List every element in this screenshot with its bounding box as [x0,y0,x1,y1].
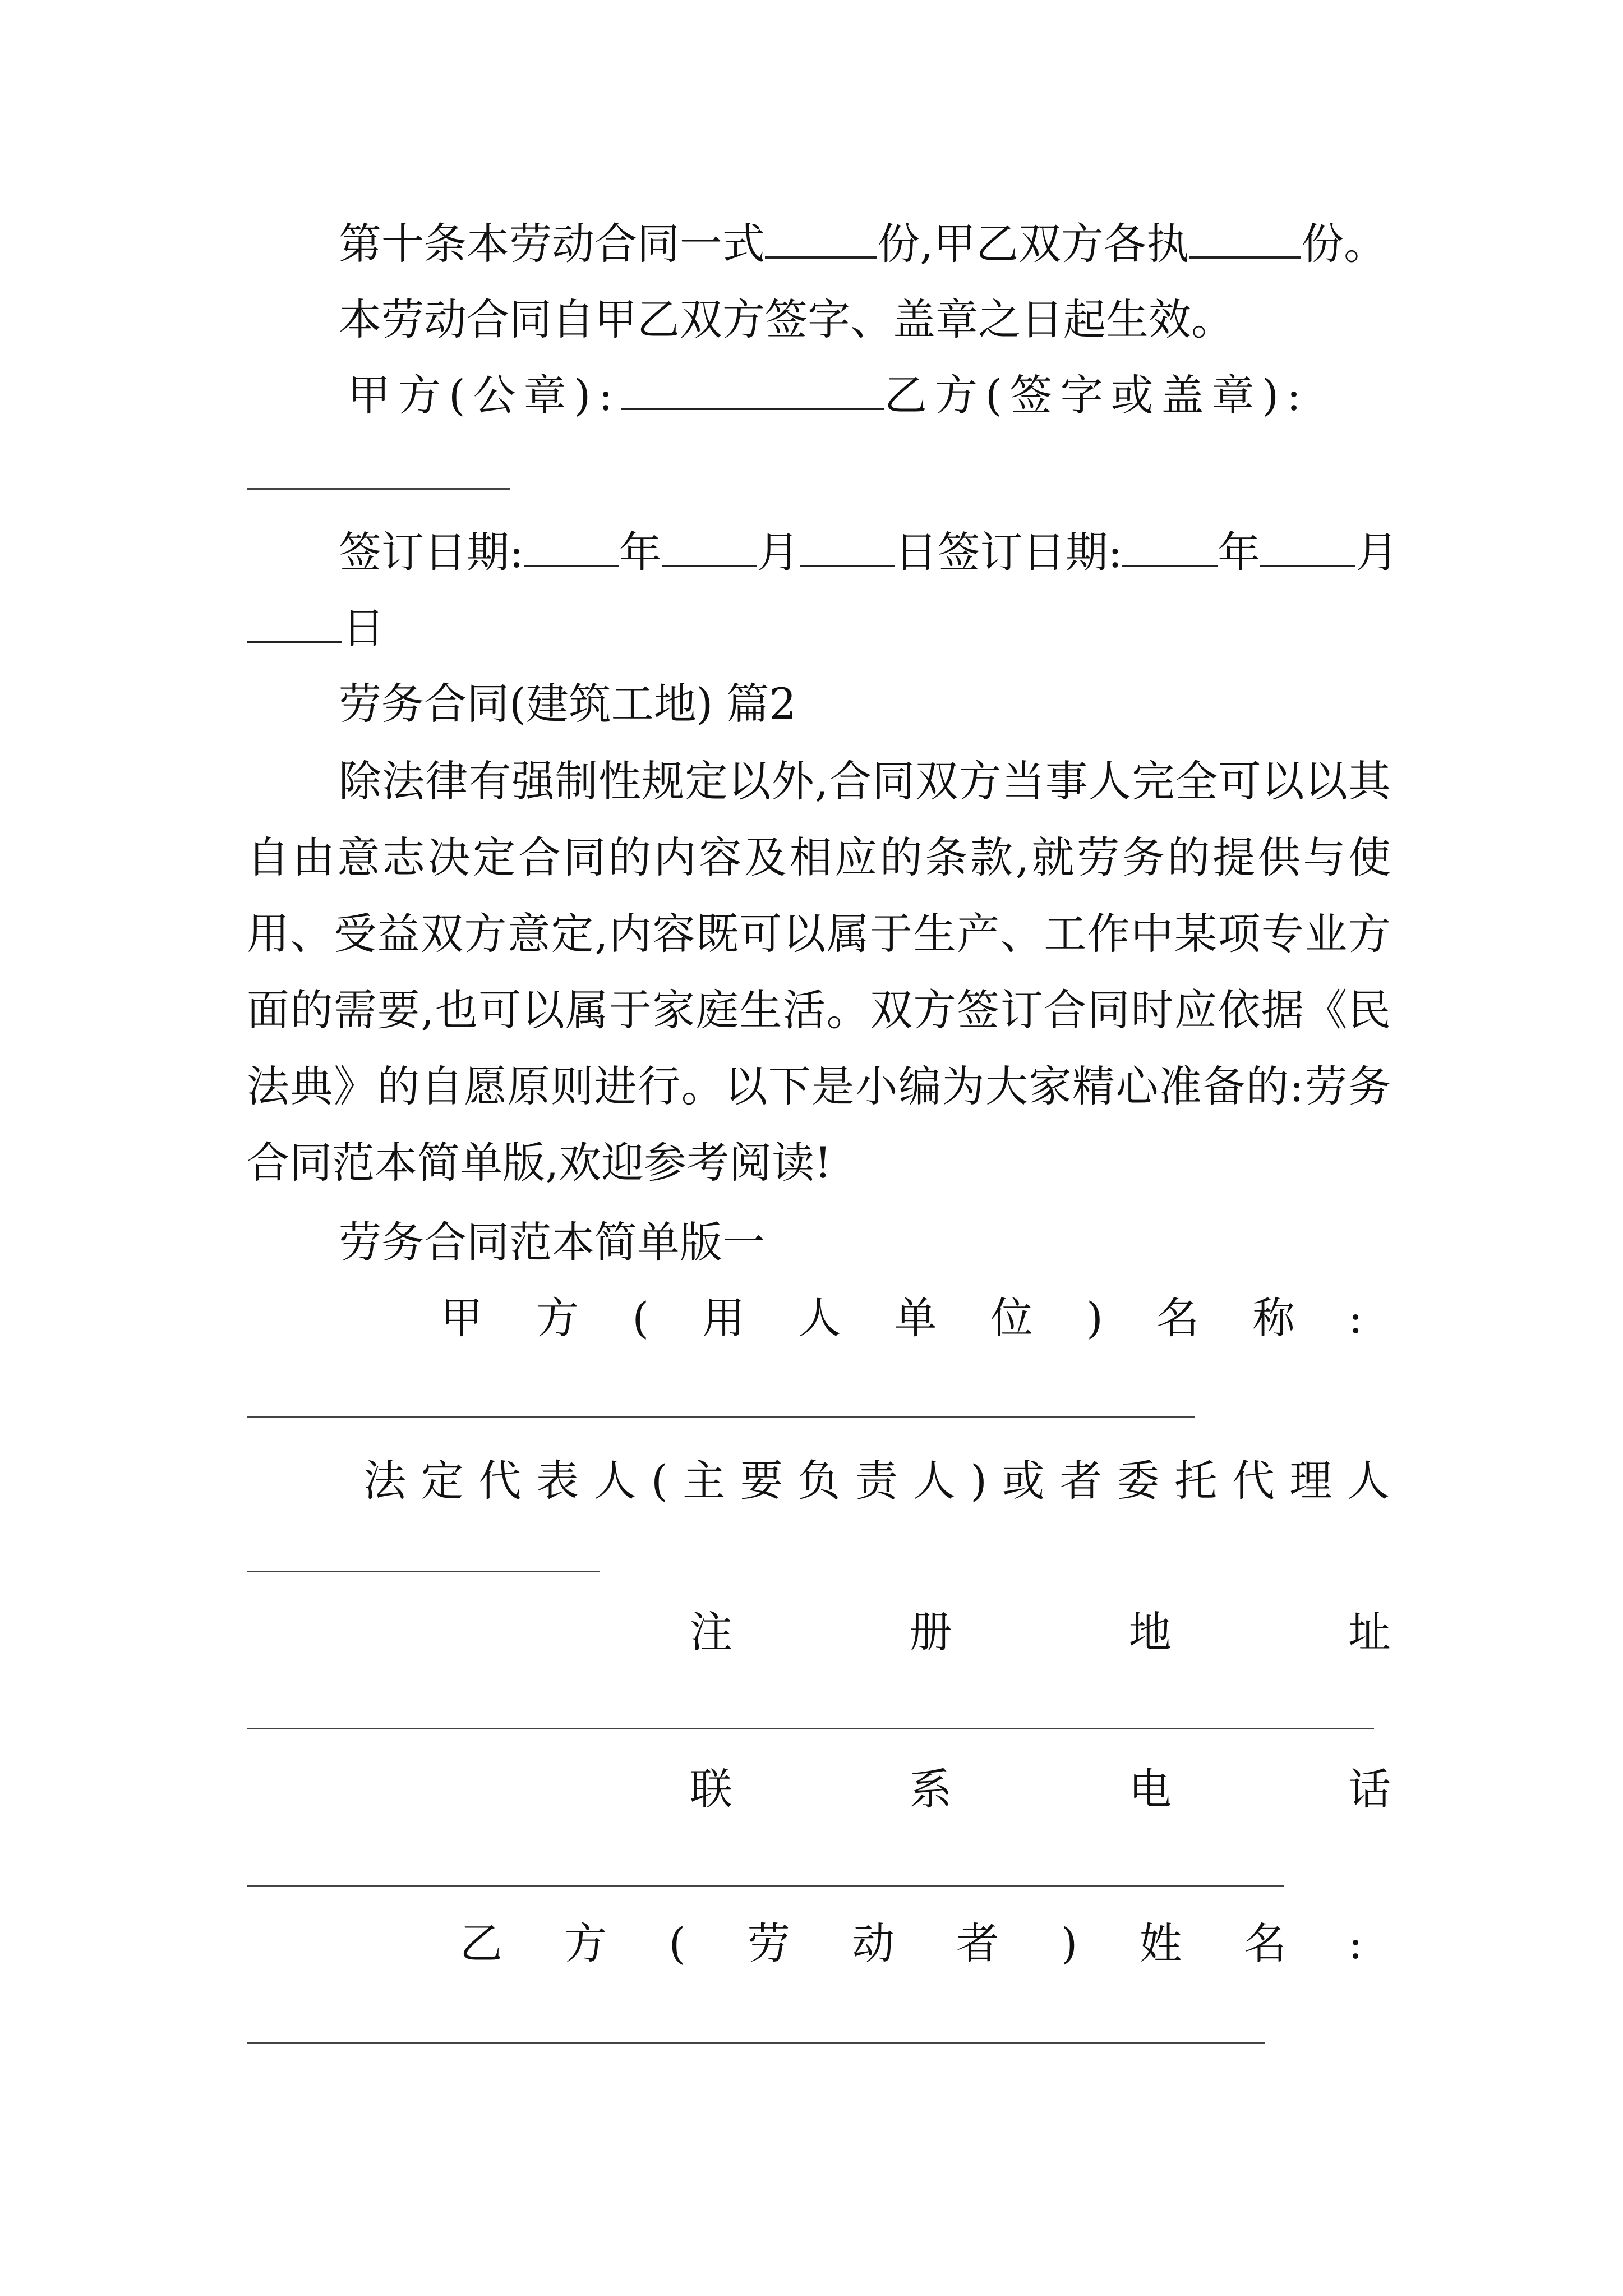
char: 劳 [747,1918,790,1968]
clause-ten-part3: 份。 [1301,219,1387,269]
char: 托 [1174,1456,1218,1506]
char: 电 [1128,1764,1172,1814]
char: 理 [1289,1456,1332,1506]
char: 册 [909,1607,952,1657]
sample-title: 劳务合同范本简单版一 [339,1217,765,1267]
char: 主 [683,1456,726,1506]
char: 名 [1156,1293,1199,1343]
clause-ten-line [339,216,1386,272]
char: 者 [1059,1456,1103,1506]
char: 地 [1128,1607,1172,1657]
day-and-date-label-2: 日签订日期: [895,527,1123,577]
month-blank-2 [1260,526,1355,567]
clause-ten-part1: 第十条本劳动合同一式 [339,219,765,269]
char: 要 [740,1456,783,1506]
char: 人 [593,1456,637,1506]
char: 代 [478,1456,522,1506]
date-line [339,524,1398,581]
char: ( [651,1456,668,1506]
char: 人 [912,1456,956,1506]
char: 定 [421,1456,464,1506]
clause-ten-part2: 份,甲乙双方各执 [877,219,1189,269]
party-b-name-blank [247,2042,1265,2044]
char: 注 [690,1607,732,1657]
char: 姓 [1139,1918,1182,1968]
signature-line [348,367,1309,424]
party-b-name-label [460,1916,1363,1972]
char: 法 [363,1456,406,1506]
char: 联 [690,1764,732,1814]
month-label-2: 月 [1355,527,1399,577]
char: 系 [909,1764,952,1814]
phone-label [690,1761,1391,1818]
day-blank-1 [800,526,895,567]
char: 称 [1252,1293,1295,1343]
date-label-1: 签订日期: [339,527,524,577]
effective-line: 本劳动合同自甲乙双方签字、盖章之日起生效。 [339,295,1234,344]
char: ( [632,1293,649,1343]
party-b-sign-label: 乙方(签字或盖章): [884,370,1309,420]
char: 址 [1348,1607,1391,1657]
year-blank-2 [1122,526,1218,567]
char: 动 [851,1918,895,1968]
address-blank [247,1728,1374,1729]
char: 甲 [440,1293,483,1343]
char: ( [668,1918,686,1968]
year-label-2: 年 [1218,527,1261,577]
day-label-2: 日 [342,603,385,653]
char: 人 [1347,1456,1390,1506]
char: 用 [702,1293,745,1343]
legal-rep-blank [247,1571,600,1572]
char: ) [1061,1918,1078,1968]
year-label-1: 年 [619,527,662,577]
address-label [690,1604,1391,1660]
copies-blank [765,217,877,259]
phone-blank [247,1885,1284,1887]
char: 话 [1348,1764,1391,1814]
date-line-wrap [247,600,385,656]
party-a-seal-label: 甲方(公章): [348,370,621,420]
intro-paragraph: 除法律有强制性规定以外,合同双方当事人完全可以以其自由意志决定合同的内容及相应的条款,就劳务的提供与使用、受益双方意定,内容既可以属于生产、工作中某项专业方面的需要,也可以属于家庭生活。双方签订合同时应依据《民法典》的自愿原则进行。以下是小编为大家精心准备的:劳务合同范本简单版,欢迎参考阅读! [247,756,1391,1188]
party-a-name-blank [247,1416,1195,1418]
section-title: 劳务合同(建筑工地) 篇2 [339,679,796,729]
char: 或 [1002,1456,1045,1506]
char: 负 [797,1456,841,1506]
char: 名 [1243,1918,1287,1968]
char: 代 [1232,1456,1275,1506]
legal-rep-label [363,1453,1390,1509]
char: 责 [855,1456,898,1506]
month-label-1: 月 [757,527,800,577]
char: 单 [894,1293,937,1343]
char: 方 [564,1918,607,1968]
char: : [1348,1293,1363,1343]
char: 者 [956,1918,999,1968]
year-blank-1 [524,526,619,567]
char: 委 [1117,1456,1160,1506]
char: : [1348,1918,1363,1968]
month-blank-1 [662,526,757,567]
party-a-name-label [440,1290,1363,1346]
char: ) [1086,1293,1103,1343]
char: 表 [536,1456,579,1506]
char: 位 [990,1293,1033,1343]
each-copies-blank [1189,217,1301,259]
char: 乙 [460,1918,502,1968]
party-b-sign-blank [247,488,510,490]
char: ) [970,1456,987,1506]
day-blank-2 [247,601,342,643]
char: 人 [798,1293,841,1343]
char: 方 [536,1293,579,1343]
party-a-seal-blank [621,369,884,410]
